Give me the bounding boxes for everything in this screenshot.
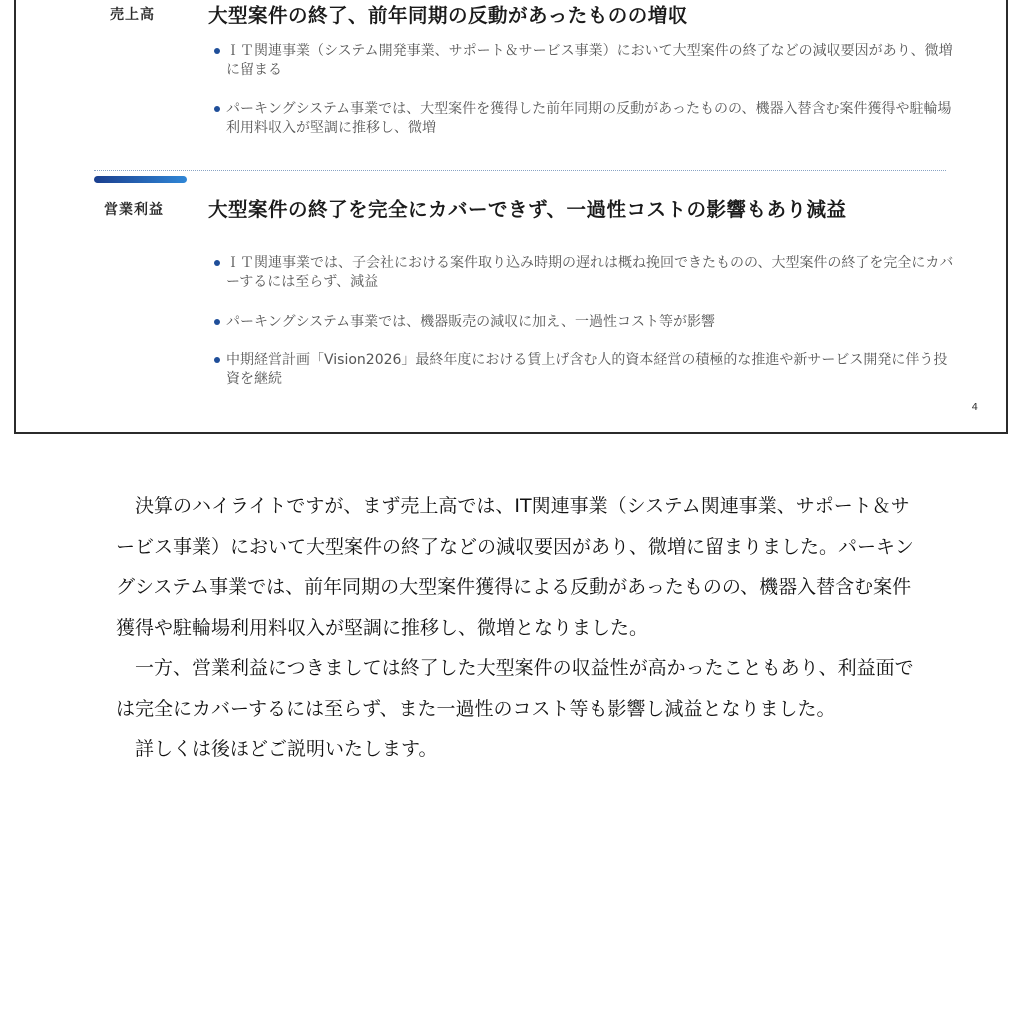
- sales-bullet: [214, 42, 954, 80]
- operating-profit-bullet: [214, 254, 954, 292]
- sales-bullet-text: パーキングシステム事業では、大型案件を獲得した前年同期の反動があったものの、機器入替含む案件獲得や駐輪場利用料収入が堅調に推移し、微増: [226, 101, 952, 136]
- slide-panel: [14, 0, 1008, 434]
- operating-profit-headline: 大型案件の終了を完全にカバーできず、一過性コストの影響もあり減益: [208, 198, 847, 221]
- page-number: 4: [971, 402, 978, 413]
- transcript-paragraph: 一方、営業利益につきましては終了した大型案件の収益性が高かったこともあり、利益面では完全にカバーするには至らず、また一過性のコスト等も影響し減益となりました。: [116, 657, 914, 720]
- operating-profit-bullet-text: パーキングシステム事業では、機器販売の減収に加え、一過性コスト等が影響: [226, 314, 716, 330]
- transcript-text: [116, 486, 916, 770]
- operating-profit-bullet: [214, 313, 954, 332]
- bullet-dot-icon: [214, 260, 220, 266]
- operating-profit-section-label: 営業利益: [104, 202, 164, 218]
- bullet-dot-icon: [214, 106, 220, 112]
- operating-profit-bullet-text: ＩＴ関連事業では、子会社における案件取り込み時期の遅れは概ね挽回できたものの、大型案件の終了を完全にカバーするには至らず、減益: [226, 255, 954, 290]
- operating-profit-bullet: [214, 351, 954, 389]
- bullet-dot-icon: [214, 357, 220, 363]
- bullet-dot-icon: [214, 48, 220, 54]
- sales-bullet-text: ＩＴ関連事業（システム開発事業、サポート＆サービス事業）において大型案件の終了などの減収要因があり、微増に留まる: [226, 43, 953, 78]
- sales-headline: 大型案件の終了、前年同期の反動があったものの増収: [208, 4, 688, 27]
- sales-section-label: 売上高: [110, 7, 155, 23]
- section-divider: [94, 170, 946, 171]
- section-accent-bar: [94, 176, 187, 183]
- sales-bullet: [214, 100, 954, 138]
- transcript-paragraph: 詳しくは後ほどご説明いたします。: [135, 738, 438, 760]
- operating-profit-bullet-text: 中期経営計画「Vision2026」最終年度における賃上げ含む人的資本経営の積極的な推進や新サービス開発に伴う投資を継続: [226, 352, 948, 387]
- transcript-paragraph: 決算のハイライトですが、まず売上高では、IT関連事業（システム関連事業、サポート＆サービス事業）において大型案件の終了などの減収要因があり、微増に留まりました。パーキングシステム事業では、前年同期の大型案件獲得による反動があったものの、機器入替含む案件獲得や駐輪場利用料収入が堅調に推移し、微増となりました。: [116, 495, 914, 639]
- bullet-dot-icon: [214, 319, 220, 325]
